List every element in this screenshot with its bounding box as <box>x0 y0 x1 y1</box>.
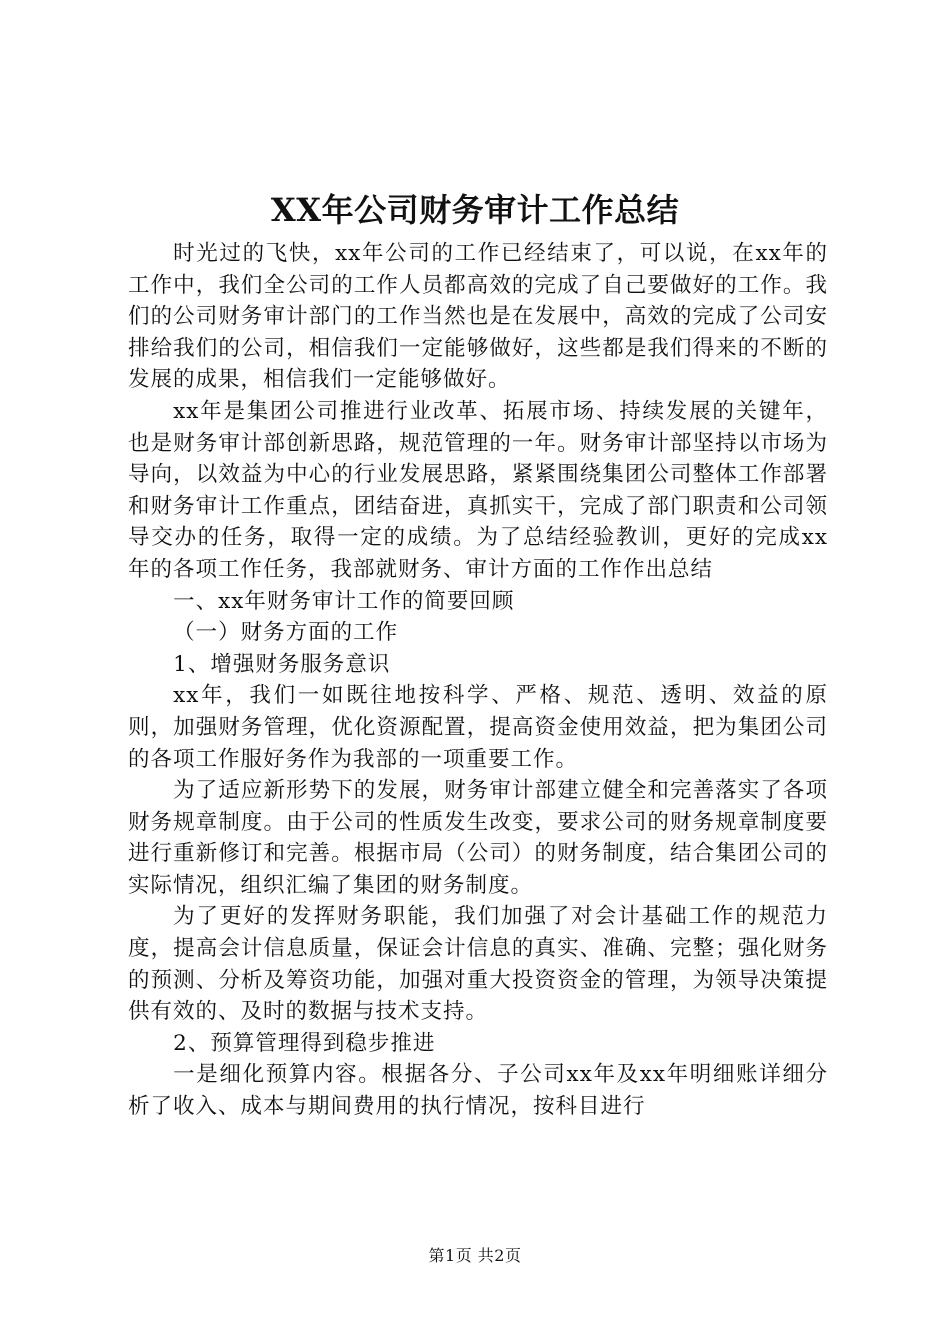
paragraph-principles: xx年，我们一如既往地按科学、严格、规范、透明、效益的原则，加强财务管理，优化资源配置，提高资金使用效益，把为集团公司的各项工作服好务作为我部的一项重要工作。 <box>128 683 828 772</box>
paragraph-regulations: 为了适应新形势下的发展，财务审计部建立健全和完善落实了各项财务规章制度。由于公司的性质发生改变，要求公司的财务规章制度要进行重新修订和完善。根据市局（公司）的财务制度，结合集团公司的实际情况，组织汇编了集团的财务制度。 <box>128 778 828 898</box>
document-body <box>128 238 828 1123</box>
section-heading-review: 一、xx年财务审计工作的简要回顾 <box>173 588 515 614</box>
page-footer: 第1页 共2页 <box>428 1246 522 1265</box>
paragraph-accounting-basics: 为了更好的发挥财务职能，我们加强了对会计基础工作的规范力度，提高会计信息质量，保证会计信息的真实、准确、完整；强化财务的预测、分析及筹资功能，加强对重大投资资金的管理，为领导决策提供有效的、及时的数据与技术支持。 <box>128 904 828 1025</box>
document-title: XX年公司财务审计工作总结 <box>270 191 680 229</box>
item-heading-budget-management: 2、预算管理得到稳步推进 <box>173 1030 436 1056</box>
item-heading-service-awareness: 1、增强财务服务意识 <box>173 651 391 677</box>
paragraph-intro: 时光过的飞快，xx年公司的工作已经结束了，可以说，在xx年的工作中，我们全公司的工作人员都高效的完成了自己要做好的工作。我们的公司财务审计部门的工作当然也是在发展中，高效的完成了公司安排给我们的公司，相信我们一定能够做好，这些都是我们得来的不断的发展的成果，相信我们一定能够做好。 <box>128 241 828 393</box>
paragraph-budget-detail: 一是细化预算内容。根据各分、子公司xx年及xx年明细账详细分析了收入、成本与期间费用的执行情况，按科目进行 <box>128 1062 828 1120</box>
subsection-heading-finance: （一）财务方面的工作 <box>173 620 399 646</box>
paragraph-overview: xx年是集团公司推进行业改革、拓展市场、持续发展的关键年，也是财务审计部创新思路，规范管理的一年。财务审计部坚持以市场为导向，以效益为中心的行业发展思路，紧紧围绕集团公司整体工作部署和财务审计工作重点，团结奋进，真抓实干，完成了部门职责和公司领导交办的任务，取得一定的成绩。为了总结经验教训，更好的完成xx年的各项工作任务，我部就财务、审计方面的工作作出总结 <box>128 398 828 582</box>
